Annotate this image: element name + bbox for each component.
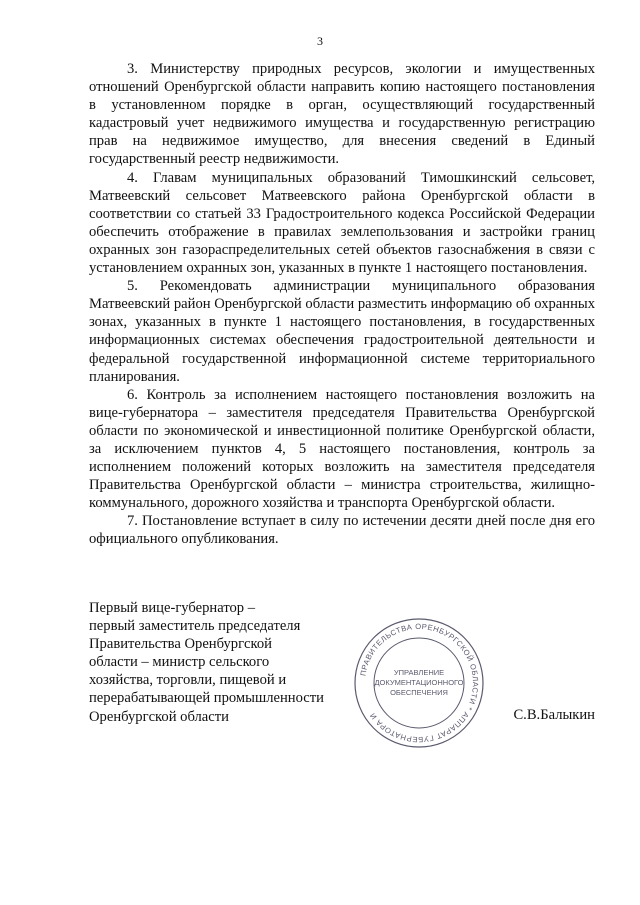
official-stamp <box>353 617 485 749</box>
document-body <box>89 60 595 549</box>
stamp-inner-text-line: УПРАВЛЕНИЕ <box>393 668 445 677</box>
signatory-title-line: Оренбургской области <box>89 708 229 725</box>
stamp-inner-text-line: ОБЕСПЕЧЕНИЯ <box>390 688 448 697</box>
signer-name: С.В.Балыкин <box>513 707 595 723</box>
signatory-title <box>89 599 329 726</box>
signatory-title-line: Первый вице-губернатор – <box>89 600 256 616</box>
signatory-title-line: первый заместитель председателя <box>89 618 301 635</box>
signatory-title-line: Правительства Оренбургской <box>89 636 272 653</box>
paragraph-4: 4. Главам муниципальных образований Тимошкинский сельсовет, Матвеевский сельсовет Матвеевского района Оренбургской области в соответствии со статьей 33 Градостроительного кодекса Российской Федерации обеспечить отображение в правилах землепользования и застройки границ охранных зон газораспределительных сетей объектов газоснабжения в связи с установлением охранных зон, указанных в пункте 1 настоящего постановления. <box>89 169 595 277</box>
signatory-title-line: перерабатывающей промышленности <box>89 690 324 707</box>
stamp-inner-text-line: ДОКУМЕНТАЦИОННОГО <box>374 678 464 687</box>
paragraph-6: 6. Контроль за исполнением настоящего постановления возложить на вице-губернатора – заместителя председателя Правительства Оренбургской области по экономической и инвестиционной политике Оренбургской области, за исключением пунктов 4, 5 настоящего постановления, контроль за исполнением положений которых возложить на заместителя председателя Правительства Оренбургской области – министра строительства, жилищно-коммунального, дорожного хозяйства и транспорта Оренбургской области. <box>89 386 595 512</box>
stamp-outer-text: ПРАВИТЕЛЬСТВА ОРЕНБУРГСКОЙ ОБЛАСТИ * АППАРАТ ГУБЕРНАТОРА И <box>358 621 481 745</box>
page-number: 3 <box>317 34 323 48</box>
paragraph-7: 7. Постановление вступает в силу по истечении десяти дней после дня его официального опубликования. <box>89 513 595 548</box>
signatory-title-line: области – министр сельского <box>89 654 270 671</box>
paragraph-5: 5. Рекомендовать администрации муниципального образования Матвеевский район Оренбургской области разместить информацию об охранных зонах, указанных в пункте 1 настоящего постановления, в государственных информационных системах обеспечения градостроительной деятельности и федеральной государственной информационной системе территориального планирования. <box>89 278 595 385</box>
signatory-title-line: хозяйства, торговли, пищевой и <box>89 672 287 689</box>
paragraph-3: 3. Министерству природных ресурсов, экологии и имущественных отношений Оренбургской области направить копию настоящего постановления в установленном порядке в орган, осуществляющий государственный кадастровый учет недвижимого имущества и государственную регистрацию прав на недвижимое имущество, для внесения сведений в Единый государственный реестр недвижимости. <box>89 61 595 168</box>
